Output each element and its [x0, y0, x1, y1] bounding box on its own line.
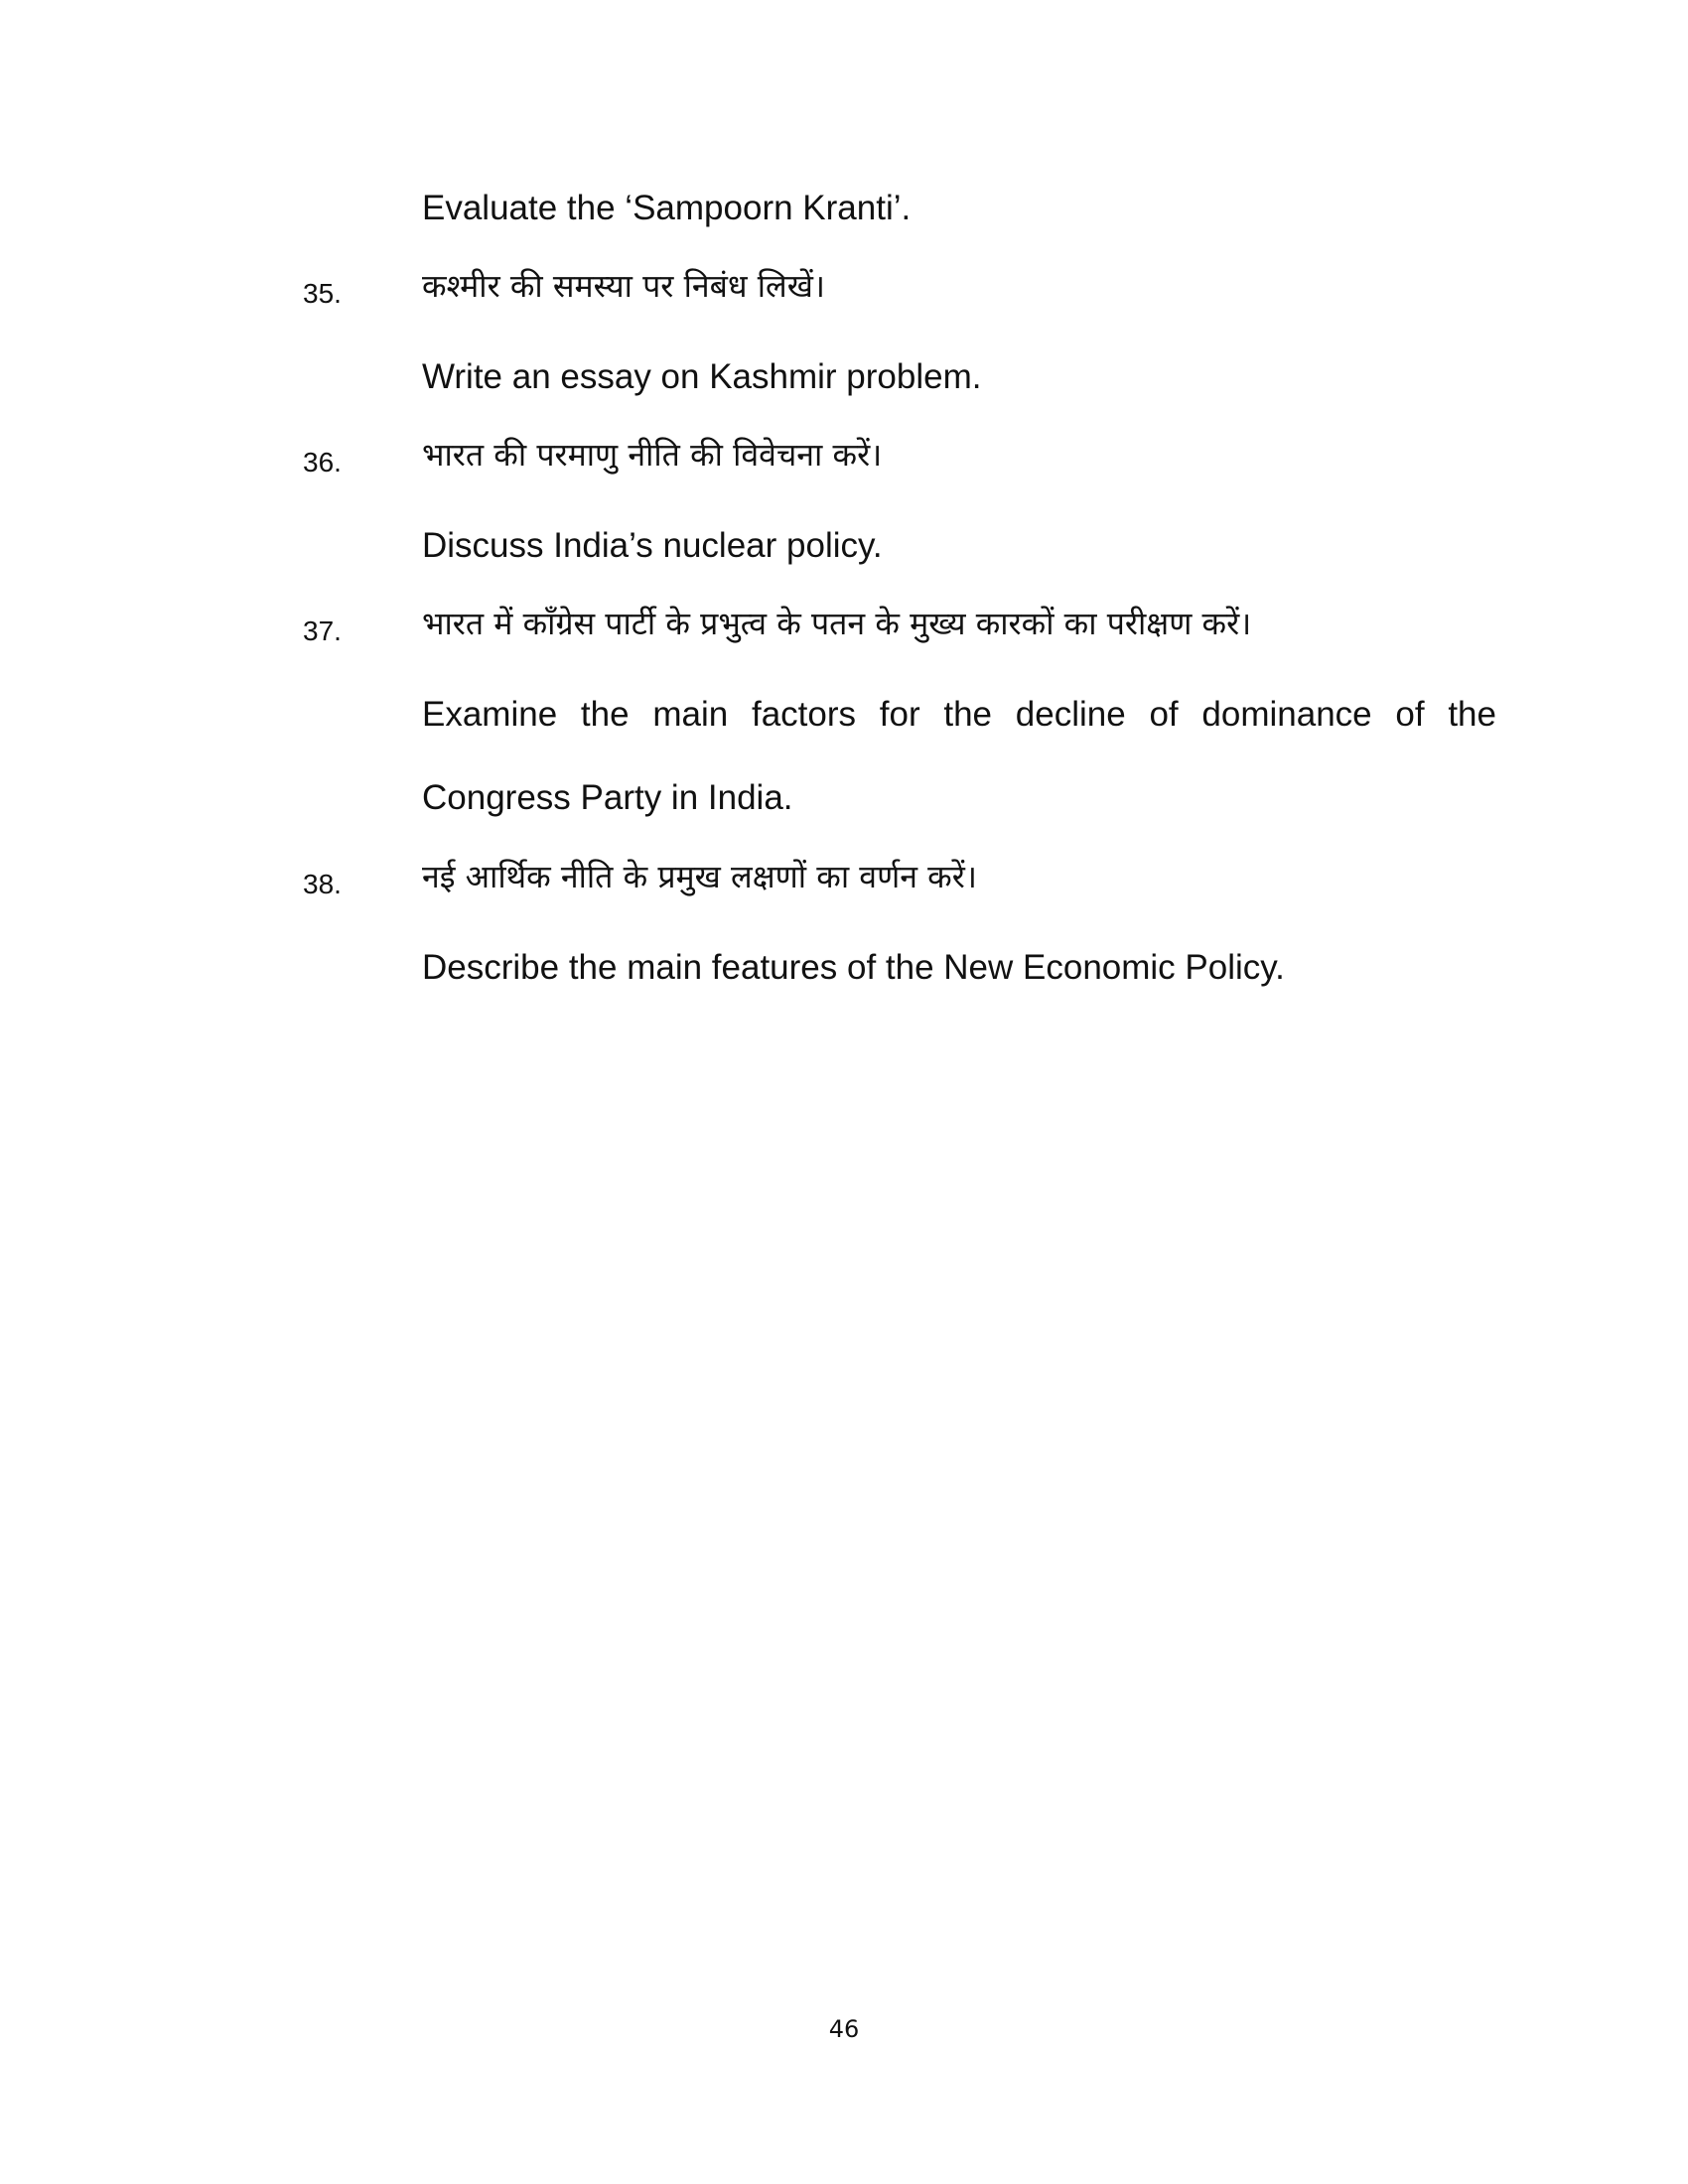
question-35-hindi-text: कश्मीर की समस्या पर निबंध लिखें। [422, 267, 826, 305]
question-35-number: 35. [303, 278, 342, 309]
question-38-english-text: Describe the main features of the New Economic Policy. [422, 948, 1285, 987]
question-38-hindi-text: नई आर्थिक नीति के प्रमुख लक्षणों का वर्णन करें। [422, 858, 977, 895]
question-36-number: 36. [303, 447, 342, 478]
question-37-number: 37. [303, 615, 342, 646]
question-37-english-text-line-1: Examine the main factors for the decline of dominance of the [422, 695, 1496, 734]
page-number: 46 [828, 2015, 860, 2043]
question-36-english-text: Discuss India’s nuclear policy. [422, 526, 883, 565]
question-35-english-text: Write an essay on Kashmir problem. [422, 357, 982, 396]
question-37-hindi-text: भारत में कॉंग्रेस पार्टी के प्रभुत्व के पतन के मुख्य कारकों का परीक्षण करें। [422, 605, 1252, 642]
question-36-hindi-text: भारत की परमाणु नीति की विवेचना करें। [422, 436, 883, 474]
question-38-number: 38. [303, 869, 342, 899]
question-37-english-text-line-2: Congress Party in India. [422, 778, 793, 817]
question-34-english-text: Evaluate the ‘Sampoorn Kranti’. [422, 189, 912, 227]
